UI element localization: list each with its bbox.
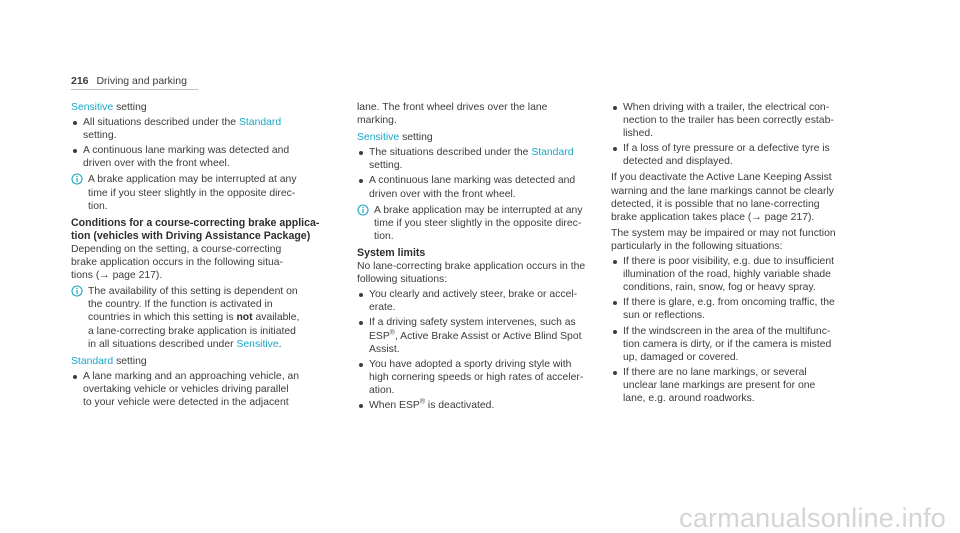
standard-link: Standard (238, 117, 282, 129)
paragraph: lane. The front wheel drives over the lane marking. (357, 102, 548, 127)
list-item: If the windscreen in the area of the multifunc- tion camera is dirty, or if the camera is misted up, damaged or covered. (611, 325, 873, 364)
bullet-dot-icon (613, 330, 617, 334)
list-item: A continuous lane marking was detected and driven over with the front wheel. (71, 144, 327, 170)
standard-link: Standard (71, 355, 114, 367)
list-item: If a loss of tyre pressure or a defective tyre is detected and displayed. (611, 142, 873, 168)
section-title: Driving and parking (96, 75, 187, 87)
watermark: carmanualsonline.info (679, 502, 946, 533)
bullet-dot-icon (359, 151, 363, 155)
page-number: 216 (71, 75, 89, 87)
bullet-dot-icon (359, 293, 363, 297)
column-1 (71, 101, 327, 409)
list-item: If a driving safety system intervenes, such as ESP®, Active Brake Assist or Active Blind Spot Assist. (357, 316, 585, 355)
sensitive-setting-label: Sensitive setting (71, 102, 147, 113)
bullet-dot-icon (73, 121, 77, 125)
standard-setting-label: Standard setting (71, 355, 147, 367)
column-2 (357, 101, 585, 412)
sensitive-setting-label: Sensitive setting (357, 132, 433, 144)
list-item: If there is poor visibility, e.g. due to insufficient illumination of the road, highly variable shade conditions, rain, snow, fog or heavy spray. (611, 255, 873, 294)
section-heading: System limits (357, 246, 426, 259)
standard-link: Standard (531, 147, 574, 159)
list-item: A lane marking and an approaching vehicle, an overtaking vehicle or vehicles driving parallel to your vehicle were detected in the adjacent (71, 370, 327, 409)
bullet-dot-icon (613, 301, 617, 305)
paragraph: Depending on the setting, a course-correcting brake application occurs in the following situa- tions (→ page 217). (71, 243, 283, 282)
paragraph: The system may be impaired or may not function particularly in the following situations: (611, 227, 836, 252)
info-note-icon (71, 285, 83, 297)
bullet-dot-icon (73, 375, 77, 379)
list-item: All situations described under the Standard setting. (71, 116, 327, 142)
list-item: If there are no lane markings, or several unclear lane markings are present for one lane, e.g. around roadworks. (611, 366, 873, 405)
info-note-icon (71, 173, 83, 185)
bullet-dot-icon (359, 363, 363, 367)
bullet-dot-icon (73, 149, 77, 153)
sensitive-link: Sensitive (71, 102, 114, 113)
sensitive-link: Sensitive (236, 338, 279, 350)
bullet-dot-icon (613, 371, 617, 375)
bullet-dot-icon (613, 106, 617, 110)
bullet-dot-icon (613, 147, 617, 151)
list-item: You have adopted a sporty driving style with high cornering speeds or high rates of acceler- ation. (357, 358, 585, 397)
info-note: A brake application may be interrupted at any time if you steer slightly in the opposite direc- tion. (357, 204, 585, 243)
bullet-dot-icon (359, 404, 363, 408)
list-item: A continuous lane marking was detected and driven over with the front wheel. (357, 174, 585, 200)
page-header (71, 75, 187, 88)
paragraph: If you deactivate the Active Lane Keeping Assist warning and the lane markings cannot be clearly detected, it is possible that no lane-correcting brake application takes place (→ page 217). (611, 172, 834, 223)
bullet-dot-icon (359, 179, 363, 183)
paragraph: No lane-correcting brake application occurs in the following situations: (357, 261, 586, 286)
section-heading: Conditions for a course-correcting brake applica- tion (vehicles with Driving Assistance Package) (71, 216, 320, 242)
info-note-icon (357, 204, 369, 216)
list-item: If there is glare, e.g. from oncoming traffic, the sun or reflections. (611, 296, 873, 322)
list-item: When driving with a trailer, the electrical con- nection to the trailer has been correctly estab- lished. (611, 101, 873, 140)
list-item: The situations described under the Standard setting. (357, 146, 585, 172)
sensitive-link: Sensitive (357, 132, 400, 144)
info-note: A brake application may be interrupted at any time if you steer slightly in the opposite direc- tion. (71, 173, 327, 212)
info-note: The availability of this setting is dependent on the country. If the function is activated in countries in which this setting is not available, a lane-correcting brake application is initiated in all situations described under Sensitive. (71, 285, 327, 350)
column-3 (611, 101, 873, 405)
list-item: You clearly and actively steer, brake or accel- erate. (357, 288, 585, 314)
bullet-dot-icon (359, 321, 363, 325)
bullet-dot-icon (613, 260, 617, 264)
header-rule (71, 89, 198, 90)
list-item: When ESP® is deactivated. (357, 399, 585, 412)
